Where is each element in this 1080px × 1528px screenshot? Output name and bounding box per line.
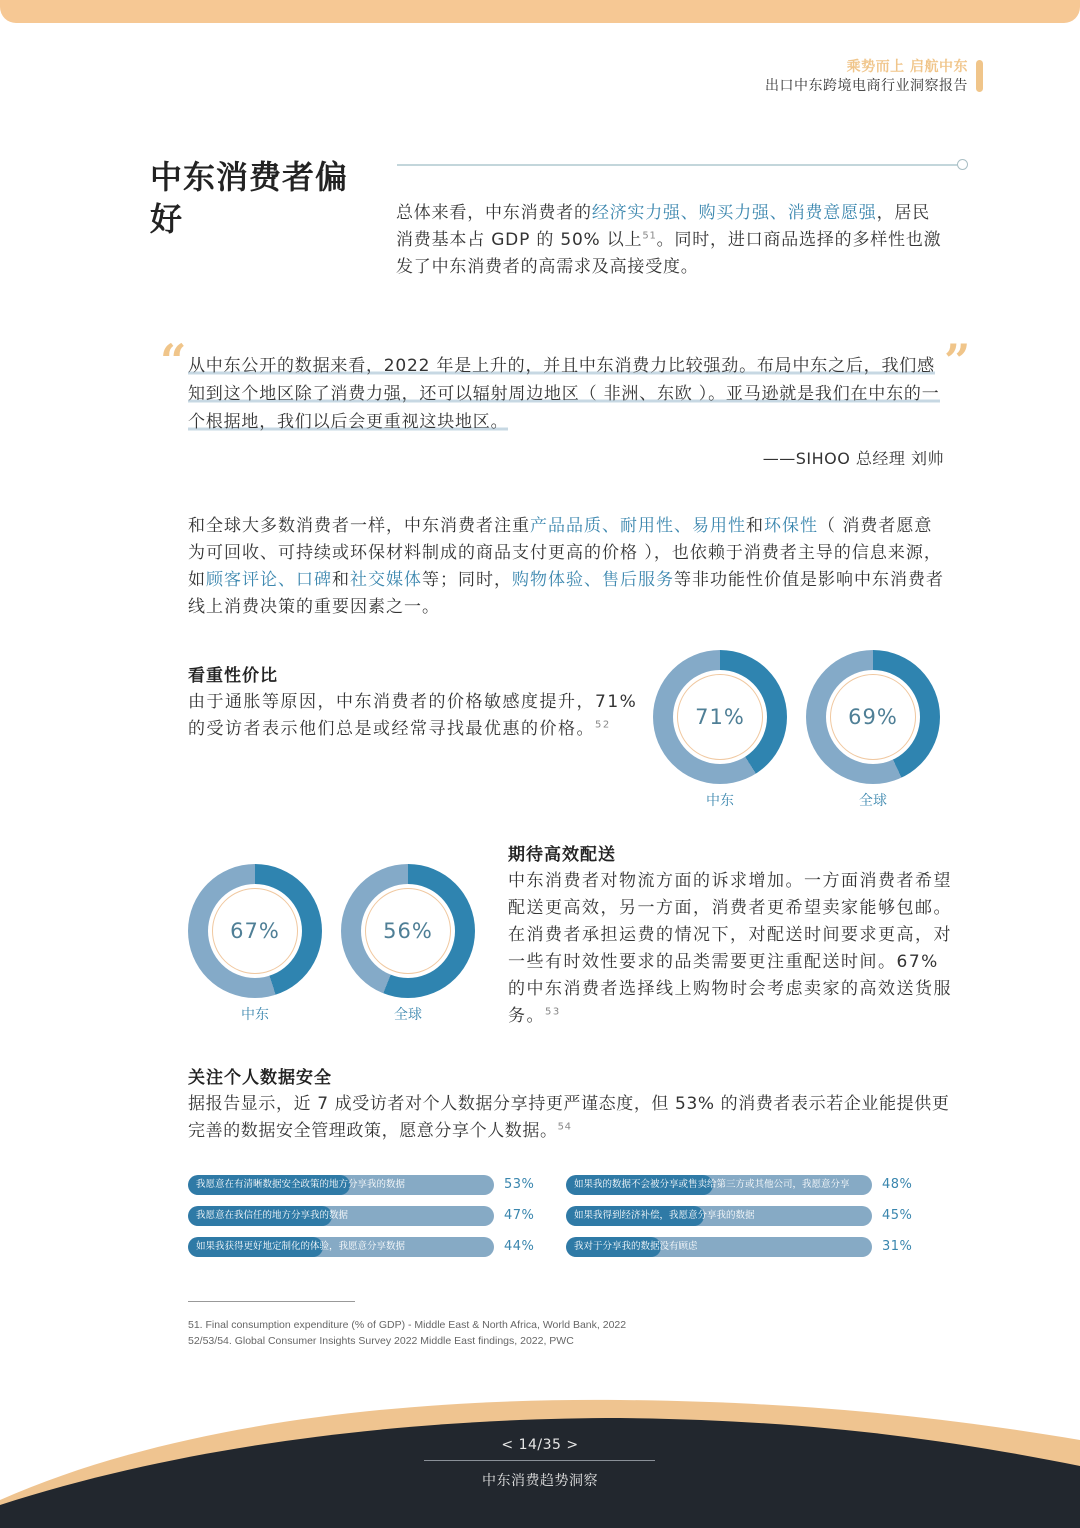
title-divider [397,164,957,166]
intro-text: ，居民消费基本占 GDP 的 50% 以上 [396,203,931,250]
bar-value: 45% [882,1208,913,1223]
footnote-ref: 51 [642,230,657,242]
bar-label: 如果我获得更好地定制化的体验，我愿意分享数据 [196,1241,406,1252]
header-accent-tab [976,60,983,92]
bar-row [188,1206,494,1226]
footnotes [188,1317,626,1349]
section-title: 关注个人数据安全 [188,1068,332,1088]
body-highlight: 环保性 [764,516,818,536]
body-highlight: 产品品质、耐用性、易用性 [530,516,746,536]
bar-value: 44% [504,1239,535,1254]
body-text: 和全球大多数消费者一样，中东消费者注重 [188,516,530,536]
close-quote-icon: ” [944,334,971,388]
body-highlight: 购物体验、售后服务 [512,570,674,590]
body-text: 和 [746,516,764,536]
footer-section-title: 中东消费趋势洞察 [482,1473,598,1489]
intro-text: 总体来看，中东消费者的 [396,203,592,223]
report-subtitle: 乘势而上 启航中东 [846,59,968,75]
section-title: 看重性价比 [188,666,278,686]
intro-highlight: 经济实力强、购买力强、消费意愿强 [591,203,877,223]
donut-value: 67% [230,919,280,943]
donut-chart-global-delivery [341,864,475,998]
report-header [765,58,968,96]
body-text: （ 消费者愿意为可回收、可持续或环保材料制成的商品支付更高的价格 ），也依赖于消费者主导的信息来源，如 [188,516,942,590]
section-text: 据报告显示，近 7 成受访者对个人数据分享持更严谨态度，但 53% 的消费者表示若企业能提供更完善的数据安全管理政策，愿意分享个人数据。 [188,1094,950,1141]
bar-row [188,1237,494,1257]
donut-chart-middle-east-price [653,650,787,784]
section-text: 由于通胀等原因，中东消费者的价格敏感度提升，71% 的受访者表示他们总是或经常寻找最优惠的价格。 [188,692,638,739]
donut-label: 全球 [859,793,887,809]
bar-value: 53% [504,1177,535,1192]
footer-divider [424,1460,655,1461]
top-decorative-bar [0,0,1080,23]
footnote-divider [188,1301,355,1302]
donut-chart-global-price [806,650,940,784]
page-navigation[interactable]: < 14/35 > [501,1437,579,1453]
quote-attribution: ——SIHOO 总经理 刘帅 [762,449,944,468]
section-value-for-money [188,663,638,743]
donut-label: 中东 [241,1007,269,1023]
pull-quote [188,352,948,436]
footer-wave [0,1380,1080,1528]
bar-row [188,1175,494,1195]
bar-label: 我愿意在我信任的地方分享我的数据 [196,1210,349,1221]
section-body [508,868,953,1030]
donut-label: 全球 [394,1007,422,1023]
bar-label: 我对于分享我的数据没有顾虑 [574,1241,698,1252]
intro-text: 。同时，进口商品选择的多样性也激发了中东消费者的高需求及高接受度。 [396,230,942,277]
page-title: 中东消费者偏好 [150,158,349,238]
bar-label: 如果我的数据不会被分享或售卖给第三方或其他公司，我愿意分享 [574,1179,850,1190]
donut-value: 71% [695,705,745,729]
body-paragraph [188,513,948,621]
footnote-ref: 54 [557,1121,572,1133]
donut-value: 69% [848,705,898,729]
intro-paragraph [396,200,946,281]
report-title: 出口中东跨境电商行业洞察报告 [765,78,968,94]
bar-value: 48% [882,1177,913,1192]
open-quote-icon: “ [160,334,187,388]
bar-row [566,1237,872,1257]
body-highlight: 社交媒体 [350,570,422,590]
footnote: 52/53/54. Global Consumer Insights Survey 2022 Middle East findings, 2022, PWC [188,1335,574,1347]
bar-label: 如果我得到经济补偿，我愿意分享我的数据 [574,1210,755,1221]
section-title: 期待高效配送 [508,845,616,865]
bar-row [566,1206,872,1226]
bar-row [566,1175,872,1195]
footnote: 51. Final consumption expenditure (% of GDP) - Middle East & North Africa, World Bank, 2022 [188,1319,627,1331]
bar-value: 31% [882,1239,913,1254]
section-efficient-delivery [508,842,953,1030]
quote-text: 从中东公开的数据来看，2022 年是上升的，并且中东消费力比较强劲。布局中东之后，我们感知到这个地区除了消费力强，还可以辐射周边地区（ 非洲、东欧 ）。亚马逊就是我们在中东的一个根据地，我们以后会更重视这块地区。 [188,356,940,432]
section-data-security [188,1065,958,1145]
footnote-ref: 53 [545,1006,561,1018]
footnote-ref: 52 [595,719,611,731]
bar-value: 47% [504,1208,535,1223]
body-text: 和 [332,570,350,590]
section-body [188,1091,958,1145]
divider-dot-icon [957,159,968,170]
body-text: 等非功能性价值是影响中东消费者线上消费决策的重要因素之一。 [188,570,944,617]
donut-chart-middle-east-delivery [188,864,322,998]
section-body [188,689,638,743]
section-text: 中东消费者对物流方面的诉求增加。一方面消费者希望配送更高效，另一方面，消费者更希望卖家能够包邮。在消费者承担运费的情况下，对配送时间要求更高，对一些有时效性要求的品类需要更注重配送时间。67% 的中东消费者选择线上购物时会考虑卖家的高效送货服务。 [508,871,952,1026]
donut-value: 56% [383,919,433,943]
bar-label: 我愿意在有清晰数据安全政策的地方分享我的数据 [196,1179,406,1190]
body-text: 等；同时， [422,570,512,590]
body-highlight: 顾客评论、口碑 [206,570,332,590]
donut-label: 中东 [706,793,734,809]
